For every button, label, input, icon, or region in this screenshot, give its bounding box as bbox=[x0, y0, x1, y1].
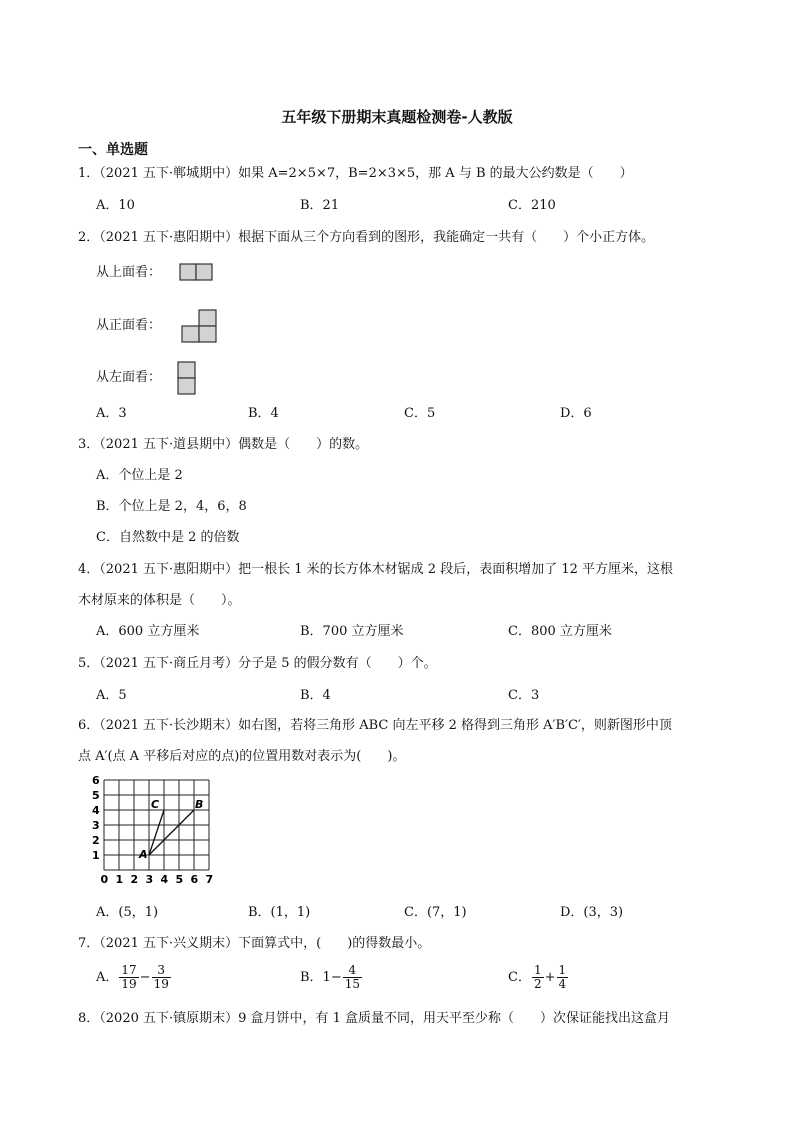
option-c-prefix: C． bbox=[508, 970, 531, 985]
question-5-option-b[interactable]: B．4 bbox=[300, 688, 331, 703]
question-6-stem-line1: 6．（2021 五下·长沙期末）如右图，若将三角形 ABC 向左平移 2 格得到三角形 A′B′C′，则新图形中顶 bbox=[78, 718, 672, 733]
y-tick-label: 3 bbox=[92, 819, 100, 832]
question-1-option-a[interactable]: A．10 bbox=[96, 198, 135, 213]
question-4-option-a[interactable]: A．600 立方厘米 bbox=[96, 624, 200, 639]
y-tick-label: 5 bbox=[92, 789, 100, 802]
fraction: $\frac{4}{15}$ bbox=[344, 963, 360, 991]
x-tick-label: 0 bbox=[100, 873, 109, 886]
question-2-option-c[interactable]: C．5 bbox=[404, 406, 436, 421]
operator: − bbox=[139, 970, 151, 985]
question-6-stem-line2: 点 A′(点 A 平移后对应的点)的位置用数对表示为( )。 bbox=[78, 749, 406, 764]
x-tick-label: 5 bbox=[175, 873, 184, 886]
front-view-figure bbox=[181, 309, 219, 345]
question-6-option-c[interactable]: C．(7，1) bbox=[404, 905, 467, 920]
x-tick-label: 4 bbox=[160, 873, 169, 886]
point-a-label: A bbox=[139, 848, 148, 861]
question-4-option-b[interactable]: B．700 立方厘米 bbox=[300, 624, 404, 639]
question-2-option-b[interactable]: B．4 bbox=[248, 406, 279, 421]
question-5-option-c[interactable]: C．3 bbox=[508, 688, 540, 703]
left-view-label: 从左面看： bbox=[96, 370, 162, 385]
fraction: $\frac{17}{19}$ bbox=[121, 963, 137, 991]
option-b-prefix: B．1− bbox=[300, 970, 342, 985]
question-4-option-c[interactable]: C．800 立方厘米 bbox=[508, 624, 612, 639]
question-3-stem: 3．（2021 五下·道县期中）偶数是（ ）的数。 bbox=[78, 437, 369, 452]
operator: + bbox=[544, 970, 556, 985]
x-tick-label: 2 bbox=[130, 873, 139, 886]
x-tick-label: 1 bbox=[115, 873, 124, 886]
question-2-option-d[interactable]: D．6 bbox=[560, 406, 592, 421]
front-view-label: 从正面看： bbox=[96, 318, 162, 333]
question-3-option-b[interactable]: B．个位上是 2，4，6，8 bbox=[96, 499, 247, 514]
x-tick-label: 3 bbox=[145, 873, 154, 886]
question-6-option-a[interactable]: A．(5，1) bbox=[96, 905, 159, 920]
triangle-side-ab bbox=[149, 810, 194, 855]
question-2-stem: 2．（2021 五下·惠阳期中）根据下面从三个方向看到的图形，我能确定一共有（ ）个小正方体。 bbox=[78, 230, 655, 245]
point-c-label: C bbox=[151, 798, 160, 811]
question-6-option-b[interactable]: B．(1，1) bbox=[248, 905, 311, 920]
question-6-option-d[interactable]: D．(3，3) bbox=[560, 905, 624, 920]
question-3-option-c[interactable]: C．自然数中是 2 的倍数 bbox=[96, 530, 240, 545]
question-8-stem: 8．（2020 五下·镇原期末）9 盒月饼中，有 1 盒质量不同，用天平至少称（ ）次保证能找出这盒月 bbox=[78, 1011, 671, 1026]
y-tick-label: 2 bbox=[92, 834, 100, 847]
question-3-option-a[interactable]: A．个位上是 2 bbox=[96, 468, 183, 483]
question-7-option-a[interactable] bbox=[96, 964, 172, 991]
section-heading: 一、单选题 bbox=[78, 142, 148, 158]
coordinate-grid bbox=[88, 774, 218, 892]
question-1-stem: 1．（2021 五下·郸城期中）如果 A=2×5×7，B=2×3×5，那 A 与 B 的最大公约数是（ ） bbox=[78, 166, 633, 181]
y-tick-label: 1 bbox=[92, 849, 100, 862]
question-7-option-b[interactable] bbox=[300, 964, 363, 991]
question-5-stem: 5．（2021 五下·商丘月考）分子是 5 的假分数有（ ）个。 bbox=[78, 656, 437, 671]
question-5-option-a[interactable]: A．5 bbox=[96, 688, 127, 703]
fraction: $\frac{1}{4}$ bbox=[558, 963, 567, 991]
option-a-prefix: A． bbox=[96, 970, 119, 985]
question-4-stem-line2: 木材原来的体积是（ ）。 bbox=[78, 593, 241, 608]
y-tick-label: 6 bbox=[92, 774, 100, 787]
top-view-figure bbox=[179, 263, 215, 283]
question-1-option-b[interactable]: B．21 bbox=[300, 198, 340, 213]
x-tick-label: 7 bbox=[205, 873, 214, 886]
x-tick-label: 6 bbox=[190, 873, 199, 886]
top-view-label: 从上面看： bbox=[96, 265, 162, 280]
question-7-stem: 7．（2021 五下·兴义期末）下面算式中，( )的得数最小。 bbox=[78, 936, 431, 951]
point-b-label: B bbox=[195, 798, 204, 811]
question-7-option-c[interactable] bbox=[508, 964, 569, 991]
fraction: $\frac{1}{2}$ bbox=[533, 963, 542, 991]
question-1-option-c[interactable]: C．210 bbox=[508, 198, 556, 213]
y-tick-label: 4 bbox=[92, 804, 100, 817]
question-4-stem-line1: 4．（2021 五下·惠阳期中）把一根长 1 米的长方体木材锯成 2 段后，表面积增加了 12 平方厘米，这根 bbox=[78, 562, 673, 577]
fraction: $\frac{3}{19}$ bbox=[153, 963, 169, 991]
left-view-figure bbox=[177, 361, 199, 397]
page-title: 五年级下册期末真题检测卷-人教版 bbox=[281, 108, 513, 126]
question-2-option-a[interactable]: A．3 bbox=[96, 406, 127, 421]
